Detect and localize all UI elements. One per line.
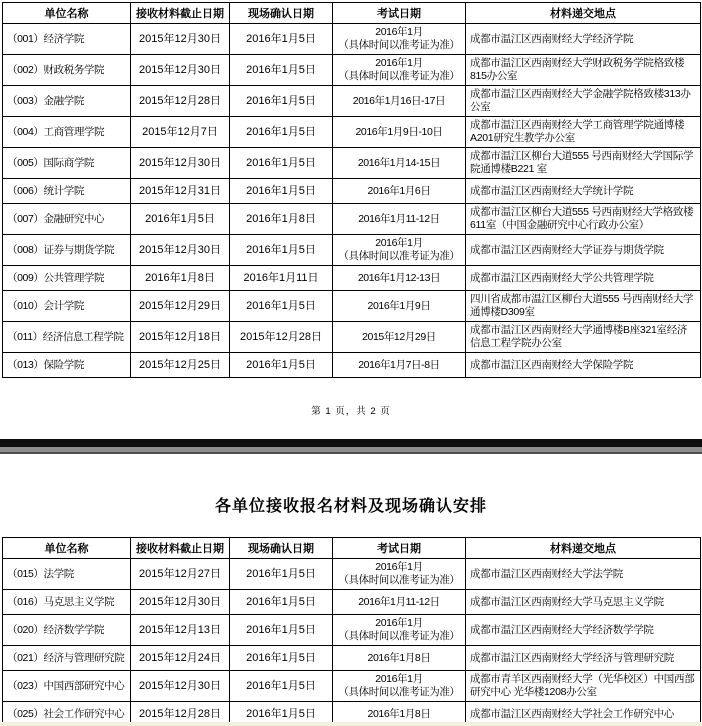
page-break-divider bbox=[0, 439, 702, 454]
units-schedule-table-page2 bbox=[2, 537, 701, 726]
table-cell-deadline: 2015年12月30日 bbox=[131, 55, 230, 86]
column-header-exam-date: 考试日期 bbox=[333, 3, 466, 24]
table-cell-deadline: 2015年12月27日 bbox=[131, 559, 230, 590]
column-header-material-submission-location: 材料递交地点 bbox=[466, 538, 701, 559]
table-cell-unit: （021）经济与管理研究院 bbox=[3, 646, 131, 671]
table-cell-confirm: 2016年1月11日 bbox=[230, 266, 333, 291]
table-cell-deadline: 2015年12月24日 bbox=[131, 646, 230, 671]
table-cell-unit: （002）财政税务学院 bbox=[3, 55, 131, 86]
table-cell-confirm: 2016年1月5日 bbox=[230, 179, 333, 204]
table-cell-confirm: 2016年1月5日 bbox=[230, 702, 333, 726]
table-cell-unit: （003）金融学院 bbox=[3, 86, 131, 117]
table-cell-location: 成都市青羊区西南财经大学（光华校区）中国西部研究中心 光华楼1208办公室 bbox=[466, 671, 701, 702]
column-header-exam-date: 考试日期 bbox=[333, 538, 466, 559]
table-row bbox=[3, 117, 701, 148]
table-cell-unit: （011）经济信息工程学院 bbox=[3, 322, 131, 353]
units-schedule-table-page1 bbox=[2, 2, 701, 378]
table-row bbox=[3, 235, 701, 266]
table-header-row bbox=[3, 3, 701, 24]
table-cell-location: 四川省成都市温江区柳台大道555 号西南财经大学通博楼D309室 bbox=[466, 291, 701, 322]
table-cell-deadline: 2015年12月30日 bbox=[131, 671, 230, 702]
table-cell-location: 成都市温江区西南财经大学金融学院格致楼313办公室 bbox=[466, 86, 701, 117]
table-cell-unit: （008）证券与期货学院 bbox=[3, 235, 131, 266]
table-cell-deadline: 2015年12月30日 bbox=[131, 590, 230, 615]
column-header-unit-name: 单位名称 bbox=[3, 538, 131, 559]
table-cell-location: 成都市温江区西南财经大学经济数学学院 bbox=[466, 615, 701, 646]
table-cell-exam: 2016年1月 （具体时间以准考证为准） bbox=[333, 671, 466, 702]
bottom-page-edge-strip bbox=[0, 722, 702, 726]
table-row bbox=[3, 24, 701, 55]
table-cell-unit: （007）金融研究中心 bbox=[3, 204, 131, 235]
table-cell-unit: （015）法学院 bbox=[3, 559, 131, 590]
table-cell-location: 成都市温江区西南财经大学证券与期货学院 bbox=[466, 235, 701, 266]
table-row bbox=[3, 179, 701, 204]
table-row bbox=[3, 559, 701, 590]
table-cell-exam: 2016年1月8日 bbox=[333, 646, 466, 671]
table-row bbox=[3, 322, 701, 353]
table-cell-exam: 2016年1月6日 bbox=[333, 179, 466, 204]
table-cell-confirm: 2016年1月5日 bbox=[230, 55, 333, 86]
table-cell-confirm: 2016年1月5日 bbox=[230, 24, 333, 55]
table-cell-location: 成都市温江区西南财经大学统计学院 bbox=[466, 179, 701, 204]
table-cell-confirm: 2016年1月5日 bbox=[230, 615, 333, 646]
table-cell-location: 成都市温江区西南财经大学经济与管理研究院 bbox=[466, 646, 701, 671]
table-cell-deadline: 2015年12月30日 bbox=[131, 148, 230, 179]
table-row bbox=[3, 148, 701, 179]
table-cell-exam: 2016年1月 （具体时间以准考证为准） bbox=[333, 24, 466, 55]
page-break-bar-dark bbox=[0, 439, 702, 447]
table-cell-confirm: 2016年1月5日 bbox=[230, 235, 333, 266]
table-cell-exam: 2016年1月 （具体时间以准考证为准） bbox=[333, 559, 466, 590]
table-cell-confirm: 2016年1月5日 bbox=[230, 646, 333, 671]
table-cell-location: 成都市温江区西南财经大学马克思主义学院 bbox=[466, 590, 701, 615]
table-cell-unit: （001）经济学院 bbox=[3, 24, 131, 55]
table-cell-unit: （016）马克思主义学院 bbox=[3, 590, 131, 615]
table-cell-deadline: 2015年12月28日 bbox=[131, 702, 230, 726]
column-header-material-deadline: 接收材料截止日期 bbox=[131, 3, 230, 24]
table-cell-deadline: 2016年1月8日 bbox=[131, 266, 230, 291]
table-cell-deadline: 2015年12月13日 bbox=[131, 615, 230, 646]
table-cell-unit: （009）公共管理学院 bbox=[3, 266, 131, 291]
table-row bbox=[3, 615, 701, 646]
table-cell-unit: （023）中国西部研究中心 bbox=[3, 671, 131, 702]
table-cell-location: 成都市温江区西南财经大学保险学院 bbox=[466, 353, 701, 378]
table-cell-location: 成都市温江区西南财经大学经济学院 bbox=[466, 24, 701, 55]
table-cell-exam: 2016年1月 （具体时间以准考证为准） bbox=[333, 55, 466, 86]
table-cell-confirm: 2016年1月5日 bbox=[230, 353, 333, 378]
table-row bbox=[3, 204, 701, 235]
table-row bbox=[3, 646, 701, 671]
table-cell-confirm: 2016年1月5日 bbox=[230, 291, 333, 322]
table-cell-location: 成都市温江区西南财经大学公共管理学院 bbox=[466, 266, 701, 291]
column-header-material-submission-location: 材料递交地点 bbox=[466, 3, 701, 24]
table-cell-confirm: 2016年1月5日 bbox=[230, 559, 333, 590]
table-cell-unit: （010）会计学院 bbox=[3, 291, 131, 322]
table-cell-confirm: 2015年12月28日 bbox=[230, 322, 333, 353]
table-header-row bbox=[3, 538, 701, 559]
table-cell-unit: （006）统计学院 bbox=[3, 179, 131, 204]
table-cell-exam: 2016年1月11-12日 bbox=[333, 590, 466, 615]
table-cell-unit: （005）国际商学院 bbox=[3, 148, 131, 179]
table-cell-exam: 2016年1月16日-17日 bbox=[333, 86, 466, 117]
table-cell-exam: 2016年1月7日-8日 bbox=[333, 353, 466, 378]
table-cell-deadline: 2015年12月30日 bbox=[131, 235, 230, 266]
table-cell-deadline: 2015年12月25日 bbox=[131, 353, 230, 378]
table-cell-location: 成都市温江区西南财经大学法学院 bbox=[466, 559, 701, 590]
table-cell-exam: 2016年1月11-12日 bbox=[333, 204, 466, 235]
table-cell-exam: 2015年12月29日 bbox=[333, 322, 466, 353]
table-cell-confirm: 2016年1月5日 bbox=[230, 117, 333, 148]
table-cell-location: 成都市温江区西南财经大学社会工作研究中心 bbox=[466, 702, 701, 726]
table-cell-location: 成都市温江区柳台大道555 号西南财经大学国际学院通博楼B221 室 bbox=[466, 148, 701, 179]
table-cell-unit: （020）经济数学学院 bbox=[3, 615, 131, 646]
table-cell-deadline: 2015年12月18日 bbox=[131, 322, 230, 353]
table-cell-unit: （025）社会工作研究中心 bbox=[3, 702, 131, 726]
table-row bbox=[3, 291, 701, 322]
table-cell-confirm: 2016年1月5日 bbox=[230, 590, 333, 615]
page-title: 各单位接收报名材料及现场确认安排 bbox=[214, 498, 487, 515]
table-cell-location: 成都市温江区西南财经大学财政税务学院格致楼815办公室 bbox=[466, 55, 701, 86]
table-cell-confirm: 2016年1月8日 bbox=[230, 204, 333, 235]
table-cell-deadline: 2015年12月31日 bbox=[131, 179, 230, 204]
page-number-footer: 第 1 页，共 2 页 bbox=[311, 406, 391, 417]
table-row bbox=[3, 86, 701, 117]
table-row bbox=[3, 55, 701, 86]
table-cell-exam: 2016年1月9日-10日 bbox=[333, 117, 466, 148]
column-header-material-deadline: 接收材料截止日期 bbox=[131, 538, 230, 559]
table-cell-exam: 2016年1月9日 bbox=[333, 291, 466, 322]
table-cell-confirm: 2016年1月5日 bbox=[230, 86, 333, 117]
table-cell-deadline: 2015年12月30日 bbox=[131, 24, 230, 55]
table-cell-exam: 2016年1月12-13日 bbox=[333, 266, 466, 291]
table-row bbox=[3, 353, 701, 378]
table-cell-exam: 2016年1月8日 bbox=[333, 702, 466, 726]
column-header-onsite-confirmation-date: 现场确认日期 bbox=[230, 538, 333, 559]
table-cell-deadline: 2015年12月28日 bbox=[131, 86, 230, 117]
table-cell-location: 成都市温江区西南财经大学工商管理学院通博楼A201研究生教学办公室 bbox=[466, 117, 701, 148]
table-row bbox=[3, 590, 701, 615]
table-row bbox=[3, 266, 701, 291]
table-cell-exam: 2016年1月14-15日 bbox=[333, 148, 466, 179]
table-cell-deadline: 2015年12月29日 bbox=[131, 291, 230, 322]
column-header-onsite-confirmation-date: 现场确认日期 bbox=[230, 3, 333, 24]
page-break-bar-edge bbox=[0, 452, 702, 454]
table-cell-confirm: 2016年1月5日 bbox=[230, 148, 333, 179]
table-cell-location: 成都市温江区柳台大道555 号西南财经大学格致楼611室（中国金融研究中心行政办公室） bbox=[466, 204, 701, 235]
table-cell-location: 成都市温江区西南财经大学通博楼B座321室经济信息工程学院办公室 bbox=[466, 322, 701, 353]
table-row bbox=[3, 671, 701, 702]
table-cell-exam: 2016年1月 （具体时间以准考证为准） bbox=[333, 235, 466, 266]
table-cell-exam: 2016年1月 （具体时间以准考证为准） bbox=[333, 615, 466, 646]
table-cell-unit: （013）保险学院 bbox=[3, 353, 131, 378]
table-cell-deadline: 2015年12月7日 bbox=[131, 117, 230, 148]
table-cell-confirm: 2016年1月5日 bbox=[230, 671, 333, 702]
column-header-unit-name: 单位名称 bbox=[3, 3, 131, 24]
table-cell-deadline: 2016年1月5日 bbox=[131, 204, 230, 235]
table-cell-unit: （004）工商管理学院 bbox=[3, 117, 131, 148]
